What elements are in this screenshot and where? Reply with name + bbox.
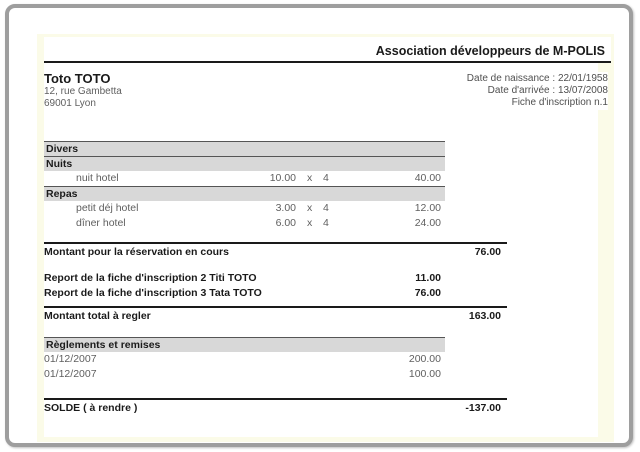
balance-amount: -137.00 <box>465 402 501 414</box>
item-multiplier-sign: x <box>307 217 313 229</box>
item-label: nuit hotel <box>76 172 119 184</box>
item-unit-price: 3.00 <box>275 202 296 214</box>
item-amount: 12.00 <box>414 202 441 214</box>
payment-amount: 200.00 <box>408 353 441 365</box>
item-quantity: 4 <box>323 202 329 214</box>
payment-date: 01/12/2007 <box>44 353 97 365</box>
carryover-block <box>44 271 598 301</box>
carryover-label: Report de la fiche d'inscription 3 Tata TOTO <box>44 287 262 299</box>
reservation-total-label: Montant pour la réservation en cours <box>44 246 229 258</box>
carryover-label: Report de la fiche d'inscription 2 Titi TOTO <box>44 272 257 284</box>
recipient-and-meta-block <box>44 63 608 110</box>
item-amount: 40.00 <box>414 172 441 184</box>
recipient-address-line2: 69001 Lyon <box>44 98 96 109</box>
balance-label: SOLDE ( à rendre ) <box>44 402 138 414</box>
payment-row <box>44 367 445 382</box>
payments-block <box>44 337 598 382</box>
item-label: petit déj hotel <box>76 202 139 214</box>
invoice-content-column <box>44 37 608 437</box>
section-header-nuits: Nuits <box>44 156 445 171</box>
grand-total-label: Montant total à regler <box>44 310 151 322</box>
birth-date-line: Date de naissance : 22/01/1958 <box>466 73 608 84</box>
recipient-name: Toto TOTO <box>44 71 111 86</box>
invoice-sheet <box>37 34 614 442</box>
carryover-row <box>44 271 441 286</box>
payment-row <box>44 352 445 367</box>
screenshot-window-frame <box>5 4 633 447</box>
registration-sheet-number: Fiche d'inscription n.1 <box>511 97 608 108</box>
carryover-row <box>44 286 441 301</box>
payment-amount: 100.00 <box>408 368 441 380</box>
table-row <box>44 216 445 231</box>
recipient-address-line1: 12, rue Gambetta <box>44 86 122 97</box>
arrival-date-line: Date d'arrivée : 13/07/2008 <box>487 85 608 96</box>
item-unit-price: 6.00 <box>275 217 296 229</box>
item-quantity: 4 <box>323 217 329 229</box>
table-row <box>44 201 445 216</box>
table-row <box>44 171 445 186</box>
item-label: dîner hotel <box>76 217 126 229</box>
association-title: Association développeurs de M-POLIS <box>44 37 611 63</box>
grand-total-row <box>44 306 507 323</box>
section-header-divers: Divers <box>44 141 445 156</box>
charges-table <box>44 141 598 231</box>
recipient-block <box>44 72 122 110</box>
item-multiplier-sign: x <box>307 172 313 184</box>
balance-row <box>44 398 507 415</box>
item-amount: 24.00 <box>414 217 441 229</box>
meta-block <box>467 72 608 110</box>
carryover-amount: 76.00 <box>414 287 441 299</box>
reservation-total-row <box>44 242 507 259</box>
grand-total-amount: 163.00 <box>468 310 501 322</box>
item-unit-price: 10.00 <box>269 172 296 184</box>
section-header-reglements: Règlements et remises <box>44 337 445 352</box>
reservation-total-amount: 76.00 <box>474 246 501 258</box>
section-header-repas: Repas <box>44 186 445 201</box>
carryover-amount: 11.00 <box>415 272 441 284</box>
payment-date: 01/12/2007 <box>44 368 97 380</box>
item-multiplier-sign: x <box>307 202 313 214</box>
item-quantity: 4 <box>323 172 329 184</box>
